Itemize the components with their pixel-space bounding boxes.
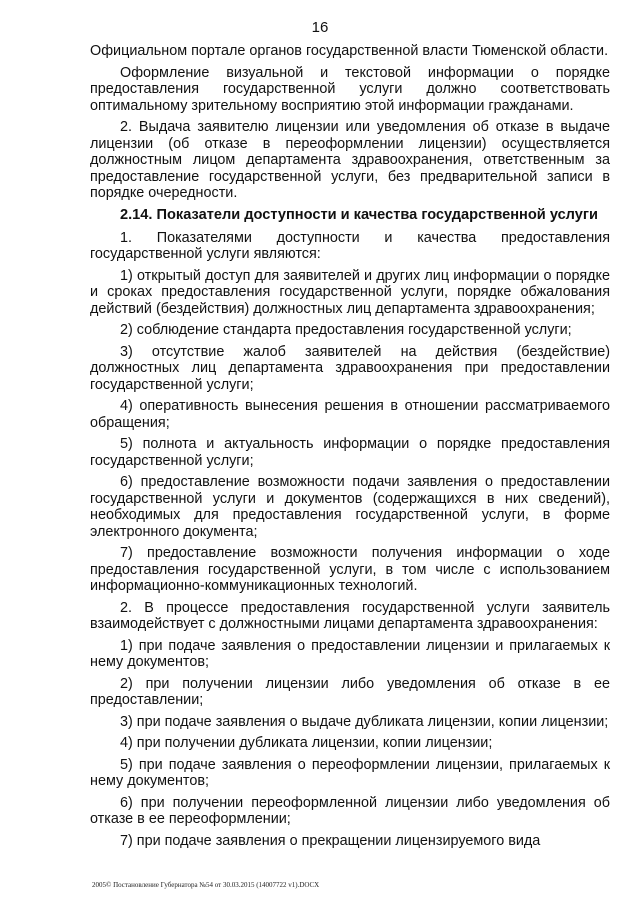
paragraph: 1. Показателями доступности и качества предоставления государственной услуги являются: xyxy=(90,229,610,262)
list-item: 5) полнота и актуальность информации о порядке предоставления государственной услуги; xyxy=(90,436,610,469)
list-item: 6) предоставление возможности подачи заявления о предоставлении государственной услуги и документов (содержащихся в них сведений), необходимых для предоставления государственной услуги, в форме электронного документа; xyxy=(90,474,610,540)
page-number: 16 xyxy=(311,19,329,36)
list-item: 7) предоставление возможности получения информации о ходе предоставления государственной услуги, в том числе с использованием информационно-коммуникационных технологий. xyxy=(90,545,610,594)
section-heading: 2.14. Показатели доступности и качества государственной услуги xyxy=(120,206,598,223)
list-item: 6) при получении переоформленной лицензии либо уведомления об отказе в ее переоформлении; xyxy=(90,794,610,827)
list-item: 2) при получении лицензии либо уведомления об отказе в ее предоставлении; xyxy=(90,675,610,708)
paragraph: 2. В процессе предоставления государственной услуги заявитель взаимодействует с должностными лицами департамента здравоохранения: xyxy=(90,599,610,632)
list-item: 7) при подаче заявления о прекращении лицензируемого вида xyxy=(120,832,541,849)
paragraph: Оформление визуальной и текстовой информации о порядке предоставления государственной услуги должно соответствовать оптимальному зрительному восприятию этой информации гражданами. xyxy=(90,64,610,114)
list-item: 4) оперативность вынесения решения в отношении рассматриваемого обращения; xyxy=(90,398,610,431)
document-footer: 2005© Постановление Губернатора №54 от 30.03.2015 (14007722 v1).DOCX xyxy=(92,881,320,889)
document-body xyxy=(90,43,610,854)
paragraph-continuation: Официальном портале органов государственной власти Тюменской области. xyxy=(90,43,609,59)
list-item: 2) соблюдение стандарта предоставления государственной услуги; xyxy=(120,322,572,338)
list-item: 3) при подаче заявления о выдаче дубликата лицензии, копии лицензии; xyxy=(120,713,609,730)
list-item: 5) при подаче заявления о переоформлении лицензии, прилагаемых к нему документов; xyxy=(90,756,610,789)
list-item: 1) при подаче заявления о предоставлении лицензии и прилагаемых к нему документов; xyxy=(90,637,610,670)
list-item: 1) открытый доступ для заявителей и других лиц информации о порядке и сроках предоставления государственной услуги, порядке обжалования действий (бездействия) должностных лиц департамента здравоохранения; xyxy=(90,267,610,317)
list-item: 3) отсутствие жалоб заявителей на действия (бездействие) должностных лиц департамента здравоохранения при предоставлении государственной услуги; xyxy=(90,343,610,393)
paragraph: 2. Выдача заявителю лицензии или уведомления об отказе в выдаче лицензии (об отказе в переоформлении лицензии) осуществляется должностным лицом департамента здравоохранения, ответственным за предоставление государственной услуги, без предварительной записи в порядке очередности. xyxy=(90,119,610,201)
list-item: 4) при получении дубликата лицензии, копии лицензии; xyxy=(120,735,493,751)
